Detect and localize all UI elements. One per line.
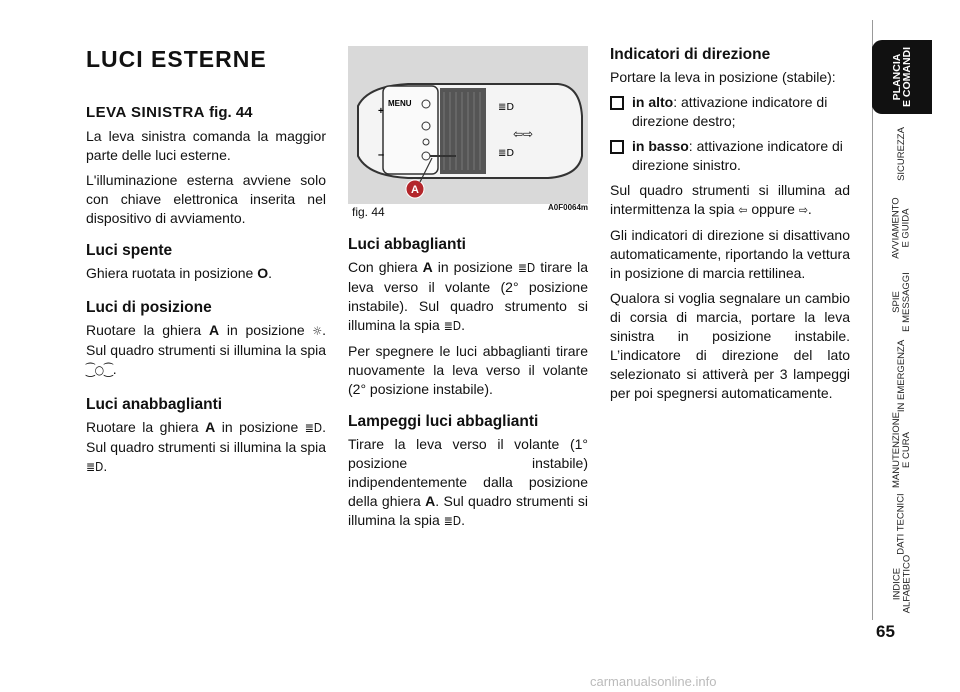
position-light-warning-icon: ⁐○⁐ <box>86 363 113 377</box>
checkbox-bullet-icon <box>610 140 624 154</box>
paragraph: Sul quadro strumenti si illumina ad intermittenza la spia ⇦ oppure ⇨. <box>610 182 850 217</box>
figure-code: A0F0064m <box>548 203 589 212</box>
column-middle <box>348 236 588 537</box>
heading-indicatori: Indicatori di direzione <box>610 46 771 63</box>
list-item: in alto: attivazione indicatore di direzione destro; <box>610 93 850 131</box>
paragraph: Portare la leva in posizione (stabile): <box>610 69 836 85</box>
svg-text:⇦⇨: ⇦⇨ <box>513 127 534 141</box>
paragraph: Gli indicatori di direzione si disattivano automaticamente, riportando la vettura in posizione di marcia rettilinea. <box>610 227 850 281</box>
paragraph: Tirare la leva verso il volante (1° posizione instabile) indipendentemente dalla posizione della ghiera A. Sul quadro strumenti si illumina la spia ≣D. <box>348 436 588 528</box>
watermark: carmanualsonline.info <box>590 674 717 689</box>
tab-dati-tecnici[interactable]: DATI TECNICI <box>896 493 907 555</box>
high-beam-icon: ≣D <box>517 261 536 275</box>
paragraph: Per spegnere le luci abbaglianti tirare nuovamente la leva verso il volante (2° posizione instabile). <box>348 343 588 397</box>
tab-avviamento[interactable]: AVVIAMENTO E GUIDA <box>891 197 913 259</box>
column-right <box>610 46 850 409</box>
tab-spie[interactable]: SPIE E MESSAGGI <box>891 272 912 332</box>
heading-luci-spente: Luci spente <box>86 242 173 259</box>
checkbox-bullet-icon <box>610 96 624 110</box>
minus-label: – <box>378 149 385 161</box>
marker-a: A <box>411 184 419 196</box>
heading-luci-abbaglianti: Luci abbaglianti <box>348 236 466 253</box>
tab-indice[interactable]: INDICE ALFABETICO <box>890 554 912 614</box>
paragraph: L'illuminazione esterna avviene solo con chiave elettronica inserita nel dispositivo di avviamento. <box>86 172 326 226</box>
svg-text:≣D: ≣D <box>498 102 515 113</box>
paragraph: Qualora si voglia segnalare un cambio di corsia di marcia, portare la leva sinistra in posizione instabile. L’indicatore di direzione del lato selezionato si attiverà per 3 lampeggi per poi spegnersi automaticamente. <box>610 290 850 401</box>
tab-manutenzione[interactable]: MANUTENZIONE E CURA <box>891 412 912 488</box>
list-item: in basso: attivazione indicatore di direzione sinistro. <box>610 137 850 175</box>
heading-lampeggi: Lampeggi luci abbaglianti <box>348 413 539 430</box>
high-beam-icon: ≣D <box>443 514 462 528</box>
low-beam-icon: ≣D <box>86 460 104 474</box>
chapter-tabs <box>872 0 960 692</box>
column-left <box>86 104 326 483</box>
svg-text:≣D: ≣D <box>498 148 515 159</box>
tab-emergenza[interactable]: IN EMERGENZA <box>896 339 907 413</box>
position-light-icon: ☼ <box>312 324 323 338</box>
section-leva-sinistra-heading: LEVA SINISTRA fig. 44 <box>86 104 253 121</box>
heading-luci-anabbaglianti: Luci anabbaglianti <box>86 396 223 413</box>
paragraph: Ghiera ruotata in posizione O. <box>86 265 272 281</box>
turn-right-icon: ⇨ <box>798 203 808 217</box>
turn-left-icon: ⇦ <box>738 203 748 217</box>
tab-plancia[interactable]: PLANCIA E COMANDI <box>872 40 932 114</box>
low-beam-icon: ≣D <box>304 421 323 435</box>
paragraph: La leva sinistra comanda la maggior parte delle luci esterne. <box>86 128 326 163</box>
paragraph: Con ghiera A in posizione ≣D tirare la leva verso il volante (2° posizione instabile). Sul quadro strumento si illumina la spia ≣D. <box>348 259 589 333</box>
lever-illustration <box>348 46 588 204</box>
paragraph: Ruotare la ghiera A in posizione ☼. Sul quadro strumenti si illumina la spia ⁐○⁐. <box>86 322 326 377</box>
page-title: LUCI ESTERNE <box>86 46 267 72</box>
menu-label: MENU <box>388 99 412 108</box>
page-number: 65 <box>876 622 895 641</box>
heading-luci-posizione: Luci di posizione <box>86 299 212 316</box>
tab-sicurezza[interactable]: SICUREZZA <box>896 127 907 181</box>
figure-lever <box>348 46 588 204</box>
plus-label: + <box>378 106 384 117</box>
figure-caption: fig. 44 <box>352 205 385 219</box>
high-beam-icon: ≣D <box>443 319 462 333</box>
paragraph: Ruotare la ghiera A in posizione ≣D. Sul quadro strumenti si illumina la spia ≣D. <box>86 419 326 474</box>
